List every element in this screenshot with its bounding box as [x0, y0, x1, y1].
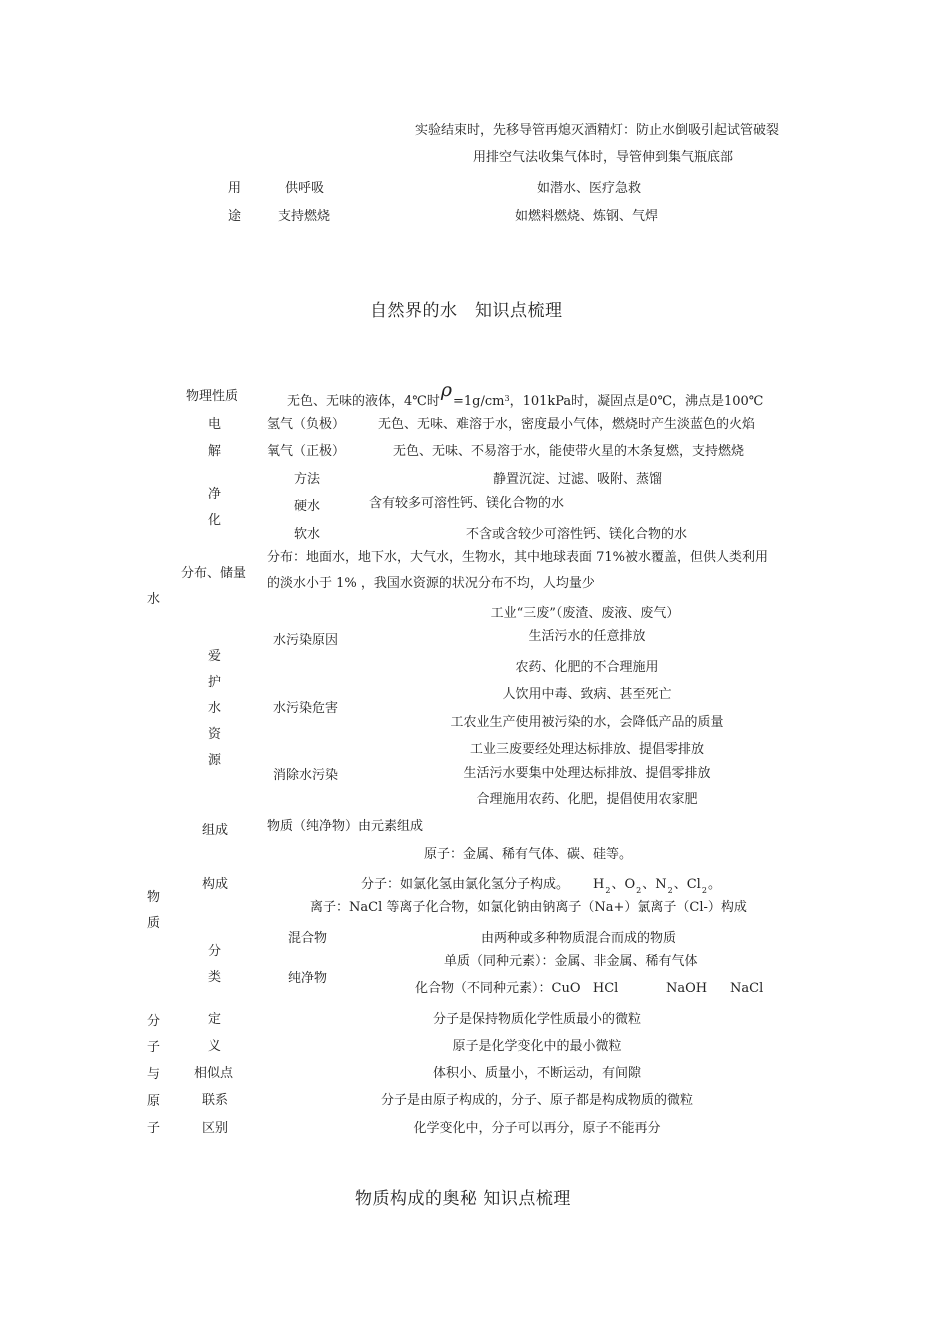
- rho-symbol: ρ: [440, 379, 452, 401]
- ion-line: 离子：NaCl 等离子化合物，如氯化钠由钠离子（Na+）氯离子（Cl-）构成: [310, 900, 747, 915]
- row-label: 水污染原因: [273, 633, 339, 648]
- row-value: 含有较多可溶性钙、镁化合物的水: [369, 496, 565, 511]
- row-label: 组成: [202, 823, 229, 838]
- row-value: 原子是化学变化中的最小微粒: [452, 1039, 622, 1054]
- category-char: 质: [147, 916, 161, 931]
- definition-char: 义: [208, 1039, 222, 1054]
- experiment-note-2: 用排空气法收集气体时，导管伸到集气瓶底部: [473, 150, 734, 165]
- row-label: 硬水: [294, 499, 321, 514]
- physical-text-c: ，101kPa时，凝固点是0℃，沸点是100℃: [509, 394, 764, 409]
- category-char: 子: [147, 1121, 161, 1136]
- row-value: 合理施用农药、化肥，提倡使用农家肥: [476, 792, 698, 807]
- unit-superscript: 3: [504, 394, 510, 403]
- compound-line: 化合物（不同种元素）：CuO HCl: [415, 981, 619, 996]
- protect-char: 护: [208, 675, 222, 690]
- formula-h2: $H_2$: [593, 877, 611, 895]
- row-value: 物质（纯净物）由元素组成: [267, 819, 424, 834]
- purify-char: 化: [208, 513, 222, 528]
- row-label: 构成: [202, 877, 229, 892]
- compound-nacl: NaCl: [730, 981, 764, 996]
- use-value: 如潜水、医疗急救: [537, 181, 642, 196]
- purify-char: 净: [208, 487, 222, 502]
- row-value: 工农业生产使用被污染的水，会降低产品的质量: [450, 715, 724, 730]
- row-label: 相似点: [194, 1066, 234, 1081]
- formula-cl2: $Cl_2$: [686, 877, 707, 895]
- section-title: 物质构成的奥秘 知识点梳理: [355, 1189, 571, 1209]
- row-value: 无色、无味、难溶于水，密度最小气体，燃烧时产生淡蓝色的火焰: [378, 417, 756, 432]
- use-header-char: 用: [228, 181, 242, 196]
- protect-char: 水: [208, 701, 222, 716]
- atom-line: 原子：金属、稀有气体、碳、硅等。: [424, 847, 633, 862]
- row-label: 氢气（负极）: [267, 417, 346, 432]
- compound-naoh: NaOH: [666, 981, 708, 996]
- molecule-line: 分子：如氯化氢由氯化氢分子构成。 $H_2$、$O_2$、$N_2$、$Cl_2$。: [361, 877, 721, 895]
- category-label: 水: [147, 592, 161, 607]
- row-label: 消除水污染: [273, 768, 339, 783]
- row-label: 方法: [294, 472, 321, 487]
- distribution-line: 的淡水小于 1% ，我国水资源的状况分布不均，人均量少: [267, 576, 595, 591]
- distribution-line: 分布：地面水，地下水，大气水，生物水，其中地球表面 71%被水覆盖，但供人类利用: [267, 550, 769, 565]
- row-value: 分子是由原子构成的，分子、原子都是构成物质的微粒: [380, 1093, 694, 1108]
- row-value: 静置沉淀、过滤、吸附、蒸馏: [493, 472, 663, 487]
- physical-text-b: =1g/cm: [453, 394, 505, 409]
- row-label: 纯净物: [288, 971, 328, 986]
- formula-o2: $O_2$: [624, 877, 642, 895]
- classify-char: 分: [208, 944, 222, 959]
- electrolysis-char: 解: [208, 444, 222, 459]
- use-label: 支持燃烧: [278, 209, 331, 224]
- row-value: 工业三废要经处理达标排放、提倡零排放: [469, 742, 705, 757]
- category-char: 原: [147, 1094, 161, 1109]
- row-label: 联系: [202, 1093, 229, 1108]
- row-value: 化学变化中，分子可以再分，原子不能再分: [413, 1121, 661, 1136]
- row-value: 无色、无味、不易溶于水，能使带火星的木条复燃，支持燃烧: [393, 444, 745, 459]
- use-label: 供呼吸: [285, 181, 325, 196]
- physical-properties: [287, 379, 764, 409]
- molecule-text: 分子：如氯化氢由氯化氢分子构成。: [361, 877, 570, 892]
- use-header-char: 途: [228, 209, 242, 224]
- row-label: 物理性质: [186, 389, 239, 404]
- protect-char: 资: [208, 727, 222, 742]
- row-label: 氧气（正极）: [267, 444, 346, 459]
- formula-n2: $N_2$: [655, 877, 673, 895]
- electrolysis-char: 电: [208, 417, 222, 432]
- row-label: 水污染危害: [273, 701, 339, 716]
- row-value: 人饮用中毒、致病、甚至死亡: [502, 687, 672, 702]
- row-value: 农药、化肥的不合理施用: [515, 660, 659, 675]
- classify-char: 类: [208, 970, 222, 985]
- element-line: 单质（同种元素）：金属、非金属、稀有气体: [444, 954, 698, 969]
- experiment-note-1: 实验结束时，先移导管再熄灭酒精灯：防止水倒吸引起试管破裂: [415, 123, 780, 138]
- row-label: 分布、储量: [181, 566, 247, 581]
- row-value: 工业“三废”（废渣、废液、废气）: [490, 606, 680, 621]
- protect-char: 源: [208, 753, 222, 768]
- row-label: 混合物: [288, 931, 328, 946]
- definition-char: 定: [208, 1012, 222, 1027]
- row-value: 由两种或多种物质混合而成的物质: [481, 931, 677, 946]
- category-char: 与: [147, 1067, 161, 1082]
- row-value: 生活污水要集中处理达标排放、提倡零排放: [463, 766, 711, 781]
- row-value: 体积小、质量小，不断运动，有间隙: [432, 1066, 642, 1081]
- category-char: 分: [147, 1014, 161, 1029]
- use-value: 如燃料燃烧、炼钢、气焊: [515, 209, 659, 224]
- section-title: 自然界的水 知识点梳理: [370, 301, 563, 321]
- row-label: 软水: [294, 527, 321, 542]
- protect-char: 爱: [208, 649, 222, 664]
- row-value: 分子是保持物质化学性质最小的微粒: [432, 1012, 642, 1027]
- row-label: 区别: [202, 1121, 229, 1136]
- row-value: 不含或含较少可溶性钙、镁化合物的水: [466, 527, 688, 542]
- physical-text-a: 无色、无味的液体，4℃时: [287, 394, 440, 409]
- category-char: 物: [147, 890, 161, 905]
- row-value: 生活污水的任意排放: [528, 629, 646, 644]
- category-char: 子: [147, 1040, 161, 1055]
